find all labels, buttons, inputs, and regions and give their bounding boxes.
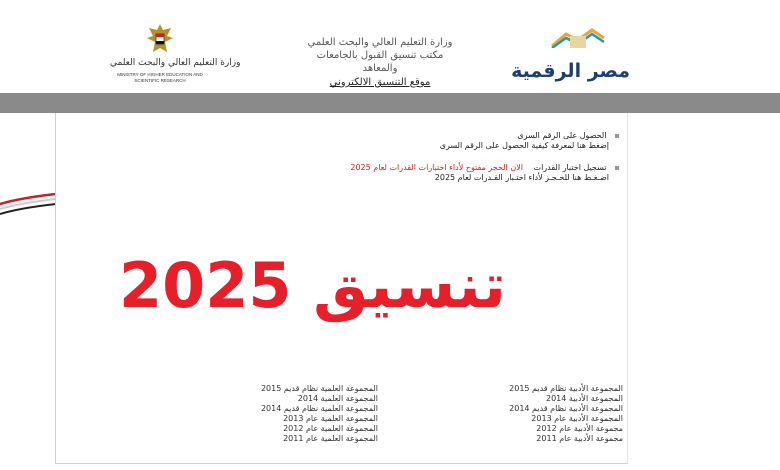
page-title: تنسيق 2025 [118,249,506,322]
aptitude-test-booking-link[interactable]: اضـغـط هنا للحـجـز لأداء اختـبار القـدرات لعام 2025 [434,173,609,182]
ministry-name-english: MINISTRY OF HIGHER EDUCATION AND SCIENTIFIC RESEARCH [117,72,203,83]
aptitude-test-item [350,163,619,183]
site-header [0,0,780,93]
list-item[interactable]: المجموعة العلمية عام 2011 [283,434,378,443]
list-item[interactable]: المجموعة العلمية نظام قديم 2014 [260,404,378,413]
science-group-list [246,384,378,444]
ministry-name-arabic: وزارة التعليم العالي والبحث العلمي [110,58,241,68]
list-item[interactable]: المجموعة العلمية 2014 [297,394,378,403]
digital-egypt-logo[interactable] [511,28,630,88]
list-item[interactable]: المجموعة الأدبية نظام قديم 2014 [509,404,623,413]
aptitude-test-notice: الان الحجز مفتوح لأداء اختبارات القدرات لعام 2025 [350,163,523,172]
aptitude-test-title: تسجيل اختبار القدرات [533,163,607,172]
list-item[interactable]: مجموعة الأدبية عام 2012 [536,424,623,433]
literary-group-list [496,384,623,444]
digital-egypt-logo-text: مصر الرقمية [511,60,630,82]
eagle-emblem-icon [145,22,175,58]
header-line-office: مكتب تنسيق القبول بالجامعات والمعاهد [316,50,444,74]
secret-number-title: الحصول على الرقم السرى [517,131,607,140]
site-link[interactable]: موقع التنسيق الالكتروني [329,77,431,88]
secret-number-link[interactable]: إضغط هنا لمعرفة كيفية الحصول على الرقم السرى [439,141,609,150]
flag-stripe-decoration [0,190,56,220]
digital-egypt-arc-icon [548,28,608,48]
header-line-ministry: وزارة التعليم العالي والبحث العلمي [307,37,453,48]
content-panel [55,113,628,464]
list-item[interactable]: المجموعة الأدبية 2014 [546,394,623,403]
list-item[interactable]: مجموعة الأدبية عام 2011 [536,434,623,443]
list-item[interactable]: المجموعة الأدبية نظام قديم 2015 [509,384,623,393]
list-item[interactable]: المجموعة الأدبية عام 2013 [531,414,623,423]
bullet-icon [615,166,619,170]
ministry-logo[interactable] [110,22,241,90]
list-item[interactable]: المجموعة العلمية عام 2012 [283,424,378,433]
list-item[interactable]: المجموعة العلمية نظام قديم 2015 [260,384,378,393]
header-title-block [300,36,460,90]
secret-number-item [440,131,619,151]
list-item[interactable]: المجموعة العلمية عام 2013 [283,414,378,423]
bullet-icon [615,134,619,138]
header-divider-band [0,93,780,113]
